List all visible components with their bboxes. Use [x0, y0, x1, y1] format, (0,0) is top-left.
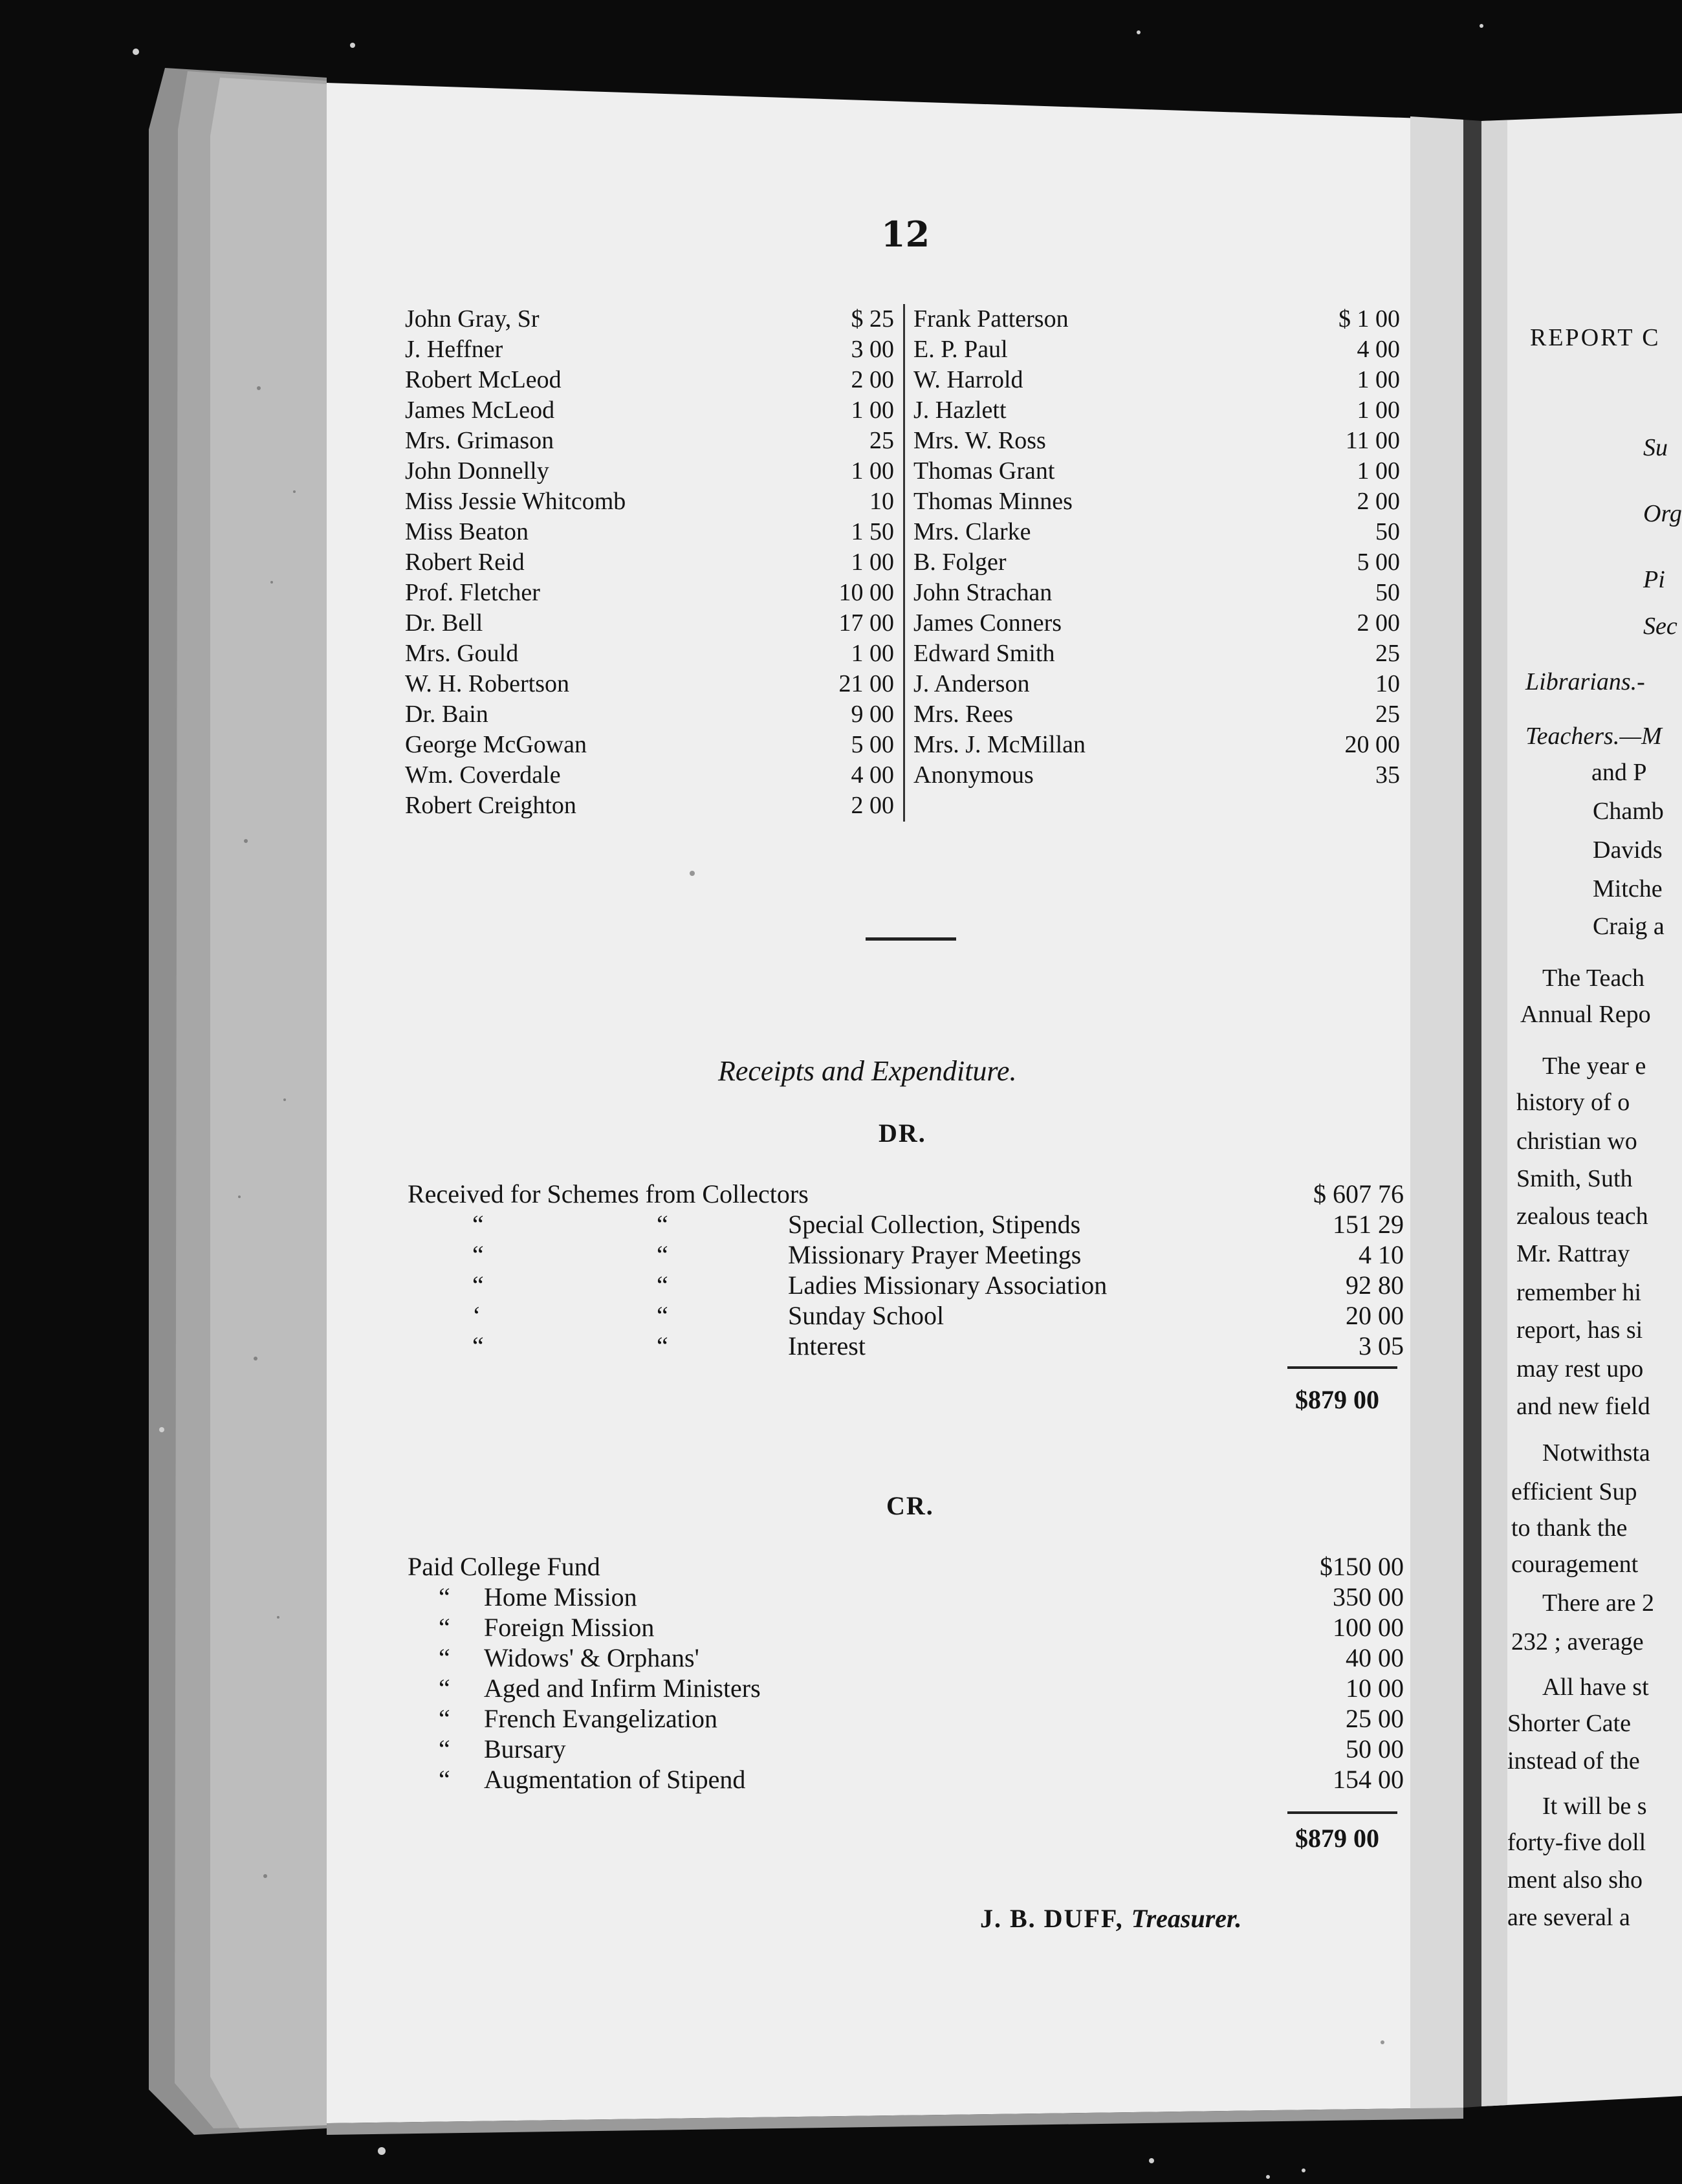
facing-line: remember hi [1516, 1279, 1642, 1306]
facing-line: forty-five doll [1507, 1829, 1646, 1856]
debit-amount: 3 05 [1359, 1331, 1404, 1360]
credit-total: $879 00 [1295, 1824, 1379, 1853]
facing-line: Annual Repo [1520, 1001, 1651, 1028]
contributor-name: J. Heffner [405, 336, 503, 363]
page-number: 12 [881, 213, 930, 255]
facing-line: to thank the [1511, 1514, 1628, 1542]
facing-line: Sec [1643, 613, 1677, 640]
facing-line: history of o [1516, 1089, 1630, 1116]
contributor-name: Robert Creighton [405, 792, 576, 819]
contributor-name: Mrs. Rees [913, 701, 1014, 728]
contributor-amount: 1 00 [851, 549, 894, 576]
credit-description: Home Mission [484, 1582, 637, 1611]
facing-line: Librarians.- [1525, 668, 1645, 695]
ditto-mark: “ [439, 1674, 450, 1703]
contributor-name: Robert Reid [405, 549, 525, 576]
contributor-name: Mrs. J. McMillan [913, 731, 1086, 758]
contributor-name: W. Harrold [913, 366, 1023, 393]
facing-line: Shorter Cate [1507, 1710, 1632, 1737]
contributor-amount: 50 [1375, 579, 1400, 606]
facing-line: All have st [1542, 1674, 1649, 1701]
contributor-amount: 25 [869, 427, 894, 454]
contributor-name: Prof. Fletcher [405, 579, 540, 606]
contributor-amount: 50 [1375, 518, 1400, 545]
contributor-name: John Gray, Sr [405, 305, 540, 333]
contributor-amount: 20 00 [1344, 731, 1400, 758]
ditto-mark: “ [657, 1210, 668, 1239]
facing-line: are several a [1507, 1904, 1630, 1931]
contributor-name: J. Hazlett [913, 397, 1007, 424]
contributor-amount: 1 00 [1357, 457, 1400, 485]
contributor-amount: 1 00 [1357, 366, 1400, 393]
facing-line: Smith, Suth [1516, 1165, 1633, 1192]
ditto-mark: “ [439, 1613, 450, 1642]
facing-line: may rest upo [1516, 1355, 1644, 1382]
contributor-amount: 1 50 [851, 518, 894, 545]
contributor-name: James McLeod [405, 397, 555, 424]
contributor-name: Miss Beaton [405, 518, 529, 545]
facing-line: There are 2 [1542, 1589, 1654, 1617]
debit-description: Missionary Prayer Meetings [788, 1240, 1082, 1269]
ditto-mark: “ [472, 1271, 484, 1300]
credit-description: Foreign Mission [484, 1613, 655, 1642]
ditto-mark: ‘ [472, 1301, 481, 1330]
contributor-name: Thomas Minnes [913, 488, 1073, 515]
facing-line: The year e [1542, 1053, 1646, 1080]
debit-amount: 20 00 [1346, 1301, 1404, 1330]
contributor-amount: 1 00 [1357, 397, 1400, 424]
contributor-name: Mrs. Clarke [913, 518, 1031, 545]
facing-line: Davids [1593, 836, 1663, 864]
contributor-amount: 5 00 [1357, 549, 1400, 576]
contributor-name: Dr. Bell [405, 609, 483, 637]
facing-line: efficient Sup [1511, 1478, 1637, 1505]
facing-line: The Teach [1542, 965, 1645, 992]
credit-amount: 350 00 [1333, 1582, 1404, 1611]
contributor-amount: $ 25 [851, 305, 894, 333]
facing-line: ment also sho [1507, 1866, 1643, 1894]
ditto-mark: “ [439, 1734, 450, 1764]
contributor-amount: 2 00 [851, 366, 894, 393]
debit-description: Sunday School [788, 1301, 945, 1330]
contributor-amount: 10 [869, 488, 894, 515]
facing-line: instead of the [1507, 1747, 1640, 1774]
debit-amount: 92 80 [1346, 1271, 1404, 1300]
facing-line: christian wo [1516, 1128, 1637, 1155]
contributor-amount: 10 00 [838, 579, 894, 606]
facing-line: Org [1643, 500, 1682, 527]
contributor-amount: 2 00 [1357, 488, 1400, 515]
contributor-name: Mrs. Gould [405, 640, 519, 667]
contributor-amount: 9 00 [851, 701, 894, 728]
contributor-name: W. H. Robertson [405, 670, 570, 697]
ditto-mark: “ [439, 1643, 450, 1672]
ditto-mark: “ [439, 1582, 450, 1611]
facing-line: couragement [1511, 1551, 1639, 1578]
facing-line: It will be s [1542, 1793, 1647, 1820]
debit-lead: Received for Schemes from Collectors [408, 1179, 809, 1208]
facing-line: Su [1643, 434, 1668, 461]
contributor-amount: 21 00 [838, 670, 894, 697]
debit-amount: 151 29 [1333, 1210, 1404, 1239]
ditto-mark: “ [439, 1704, 450, 1733]
contributor-amount: 17 00 [838, 609, 894, 637]
debit-description: Special Collection, Stipends [788, 1210, 1081, 1239]
credit-amount: 154 00 [1333, 1765, 1404, 1794]
contributor-name: Anonymous [913, 761, 1034, 789]
contributor-name: George McGowan [405, 731, 587, 758]
contributor-name: Mrs. Grimason [405, 427, 554, 454]
contributor-name: Thomas Grant [913, 457, 1055, 485]
credit-description: Augmentation of Stipend [484, 1765, 746, 1794]
ditto-mark: “ [439, 1765, 450, 1794]
facing-line: Mr. Rattray [1516, 1240, 1630, 1267]
credit-amount: 40 00 [1346, 1643, 1404, 1672]
debit-heading: DR. [879, 1119, 926, 1148]
contributor-amount: 4 00 [851, 761, 894, 789]
contributor-name: J. Anderson [913, 670, 1030, 697]
contributor-name: John Donnelly [405, 457, 549, 485]
ditto-mark: “ [472, 1240, 484, 1269]
contributor-amount: 1 00 [851, 457, 894, 485]
ditto-mark: “ [657, 1240, 668, 1269]
credit-amount: 50 00 [1346, 1734, 1404, 1764]
facing-line: Craig a [1593, 913, 1665, 940]
credit-description: Widows' & Orphans' [484, 1643, 699, 1672]
contributor-amount: $ 1 00 [1338, 305, 1400, 333]
credit-heading: CR. [886, 1491, 934, 1520]
contributor-amount: 1 00 [851, 397, 894, 424]
contributor-name: Frank Patterson [913, 305, 1069, 333]
credit-description: French Evangelization [484, 1704, 717, 1733]
contributor-name: Robert McLeod [405, 366, 562, 393]
contributor-amount: 25 [1375, 640, 1400, 667]
treasurer-role: Treasurer. [1131, 1904, 1242, 1933]
contributor-name: B. Folger [913, 549, 1007, 576]
debit-total: $879 00 [1295, 1385, 1379, 1414]
credit-description: Aged and Infirm Ministers [484, 1674, 761, 1703]
debit-description: Interest [788, 1331, 866, 1360]
ditto-mark: “ [657, 1271, 668, 1300]
contributor-amount: 1 00 [851, 640, 894, 667]
contributor-amount: 11 00 [1345, 427, 1400, 454]
ditto-mark: “ [472, 1331, 484, 1360]
ditto-mark: “ [657, 1331, 668, 1360]
facing-line: Mitche [1593, 875, 1663, 902]
contributor-name: James Conners [913, 609, 1062, 637]
treasurer-name: J. B. DUFF, [980, 1904, 1124, 1933]
contributor-amount: 2 00 [1357, 609, 1400, 637]
contributor-amount: 35 [1375, 761, 1400, 789]
credit-amount: $150 00 [1320, 1552, 1404, 1581]
credit-description: Bursary [484, 1734, 566, 1764]
contributor-name: Edward Smith [913, 640, 1055, 667]
contributor-name: Dr. Bain [405, 701, 488, 728]
credit-amount: 25 00 [1346, 1704, 1404, 1733]
ditto-mark: “ [472, 1210, 484, 1239]
contributor-name: John Strachan [913, 579, 1053, 606]
facing-line: and P [1591, 759, 1647, 786]
contributor-amount: 4 00 [1357, 336, 1400, 363]
credit-amount: 10 00 [1346, 1674, 1404, 1703]
contributor-amount: 10 [1375, 670, 1400, 697]
section-title: Receipts and Expenditure. [718, 1055, 1017, 1087]
credit-lead: Paid College Fund [408, 1552, 600, 1581]
debit-amount: $ 607 76 [1313, 1179, 1404, 1208]
credit-amount: 100 00 [1333, 1613, 1404, 1642]
facing-page-heading: REPORT C [1530, 324, 1661, 351]
contributor-name: Miss Jessie Whitcomb [405, 488, 626, 515]
facing-line: Chamb [1593, 798, 1664, 825]
contributor-amount: 25 [1375, 701, 1400, 728]
contributor-amount: 5 00 [851, 731, 894, 758]
facing-line: Pi [1643, 566, 1665, 593]
facing-line: zealous teach [1516, 1203, 1648, 1230]
facing-line: Notwithsta [1542, 1439, 1650, 1467]
contributor-amount: 3 00 [851, 336, 894, 363]
facing-line: and new field [1516, 1393, 1650, 1420]
debit-amount: 4 10 [1359, 1240, 1404, 1269]
facing-line: 232 ; average [1511, 1628, 1644, 1655]
contributor-name: Mrs. W. Ross [913, 427, 1046, 454]
contributor-name: Wm. Coverdale [405, 761, 561, 789]
contributor-name: E. P. Paul [913, 336, 1008, 363]
debit-description: Ladies Missionary Association [788, 1271, 1108, 1300]
facing-line: report, has si [1516, 1316, 1643, 1344]
ditto-mark: “ [657, 1301, 668, 1330]
contributor-amount: 2 00 [851, 792, 894, 819]
facing-line: Teachers.—M [1525, 723, 1662, 750]
